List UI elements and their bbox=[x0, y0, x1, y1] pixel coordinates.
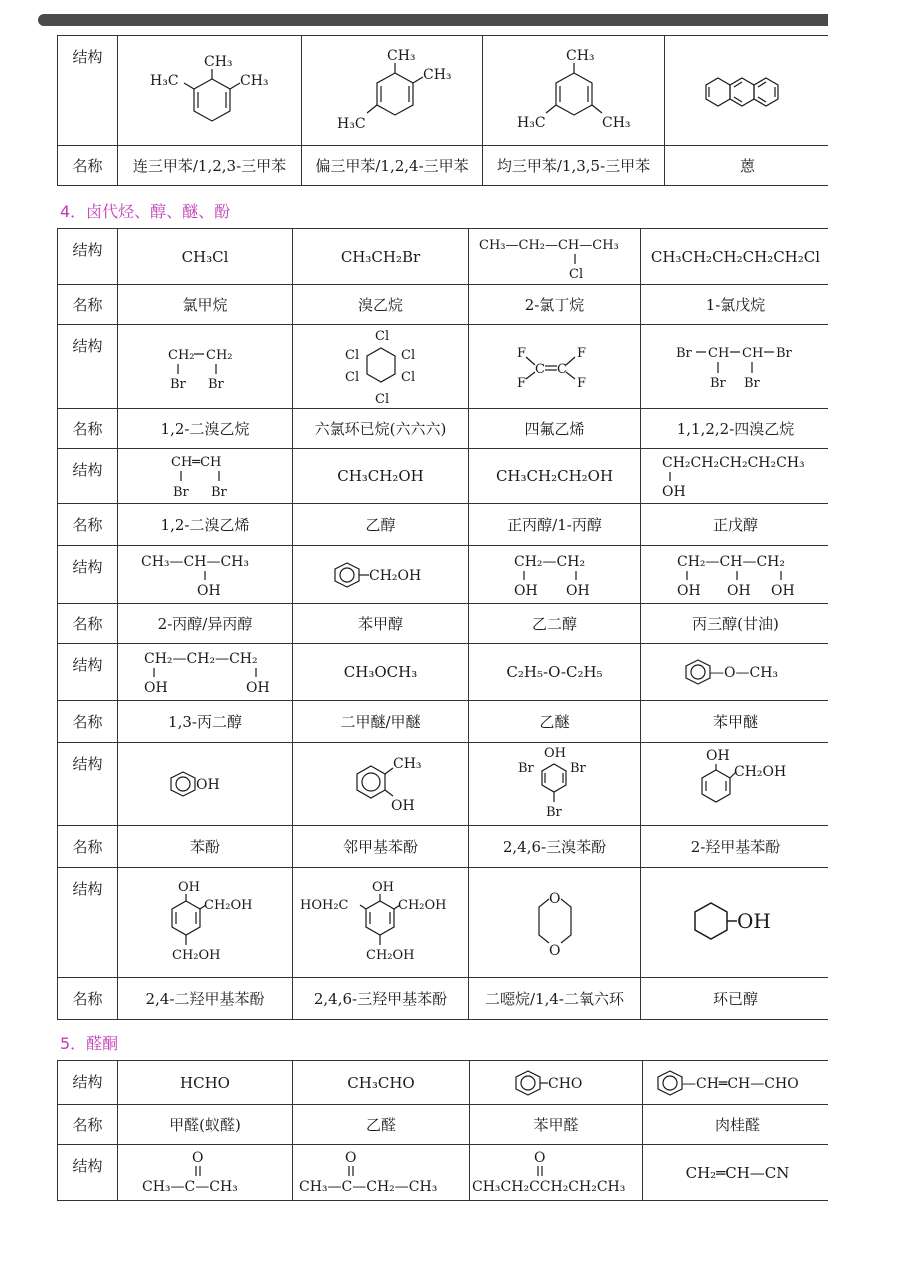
compound-name: 乙二醇 bbox=[469, 604, 641, 644]
svg-text:CH═CH: CH═CH bbox=[171, 455, 222, 470]
compound-structure: C₂H₅-O-C₂H₅ bbox=[469, 644, 641, 701]
compound-name: 乙醛 bbox=[293, 1105, 470, 1145]
halide-alcohol-table bbox=[57, 228, 831, 1020]
svg-text:CH₃—CH—CH₃: CH₃—CH—CH₃ bbox=[141, 553, 249, 570]
name-label: 名称 bbox=[58, 146, 118, 186]
compound-name: 二噁烷/1,4-二氧六环 bbox=[469, 978, 641, 1020]
compound-structure: CH₃CHO bbox=[293, 1061, 470, 1105]
compound-name: 1,1,2,2-四溴乙烷 bbox=[641, 409, 831, 449]
cinnamaldehyde-structure bbox=[643, 1061, 833, 1105]
structure-label: 结构 bbox=[58, 36, 118, 146]
aromatic-table bbox=[57, 35, 831, 186]
structure-label: 结构 bbox=[58, 1145, 118, 1201]
svg-text:Cl: Cl bbox=[400, 347, 415, 363]
compound-name: 连三甲苯/1,2,3-三甲苯 bbox=[118, 146, 302, 186]
aldehyde-ketone-table bbox=[57, 1060, 833, 1201]
svg-text:CH₃: CH₃ bbox=[601, 114, 631, 131]
compound-name: 溴乙烷 bbox=[293, 285, 469, 325]
structure-label: 结构 bbox=[58, 743, 118, 826]
svg-text:CH: CH bbox=[707, 345, 729, 361]
svg-text:OH: OH bbox=[770, 582, 795, 599]
svg-text:Br: Br bbox=[173, 485, 189, 500]
glycerol-structure bbox=[641, 546, 831, 604]
pentanol-structure bbox=[641, 449, 831, 504]
compound-name: 肉桂醛 bbox=[643, 1105, 833, 1145]
svg-text:CH₃: CH₃ bbox=[392, 756, 422, 772]
compound-name: 丙三醇(甘油) bbox=[641, 604, 831, 644]
compound-name: 四氟乙烯 bbox=[469, 409, 641, 449]
compound-name: 乙醚 bbox=[469, 701, 641, 743]
name-label: 名称 bbox=[58, 604, 118, 644]
svg-text:Br: Br bbox=[208, 376, 224, 392]
structure-label: 结构 bbox=[58, 229, 118, 285]
benzyl-alcohol-structure bbox=[293, 546, 469, 604]
compound-structure: CH₃Cl bbox=[118, 229, 293, 285]
compound-name: 2,4,6-三溴苯酚 bbox=[469, 826, 641, 868]
svg-text:HOH₂C: HOH₂C bbox=[299, 897, 348, 913]
hydroxymethylphenol-structure bbox=[641, 743, 831, 826]
name-label: 名称 bbox=[58, 978, 118, 1020]
svg-text:O: O bbox=[534, 1149, 546, 1166]
dioxane-structure bbox=[469, 868, 641, 978]
name-label: 名称 bbox=[58, 826, 118, 868]
svg-text:OH: OH bbox=[178, 879, 200, 895]
svg-text:F: F bbox=[516, 345, 526, 361]
compound-structure: CH₃OCH₃ bbox=[293, 644, 469, 701]
compound-name: 苯甲醚 bbox=[641, 701, 831, 743]
compound-structure: CH₃CH₂OH bbox=[293, 449, 469, 504]
svg-text:CH₃: CH₃ bbox=[387, 47, 416, 64]
svg-text:OH: OH bbox=[661, 484, 686, 500]
compound-name: 偏三甲苯/1,2,4-三甲苯 bbox=[302, 146, 483, 186]
structure-label: 结构 bbox=[58, 325, 118, 409]
compound-name: 二甲醚/甲醚 bbox=[293, 701, 469, 743]
compound-structure: CH₃CH₂CH₂OH bbox=[469, 449, 641, 504]
svg-text:F: F bbox=[576, 345, 586, 361]
name-label: 名称 bbox=[58, 1105, 118, 1145]
svg-text:OH: OH bbox=[196, 777, 220, 793]
svg-text:CHO: CHO bbox=[548, 1075, 583, 1092]
svg-text:CH₂CH₂CH₂CH₂CH₃: CH₂CH₂CH₂CH₂CH₃ bbox=[661, 455, 805, 471]
svg-text:CH₂OH: CH₂OH bbox=[733, 764, 786, 780]
svg-text:Cl: Cl bbox=[568, 266, 583, 282]
tetrafluoroethylene-structure bbox=[469, 325, 641, 409]
mesitylene-structure bbox=[483, 36, 665, 146]
name-label: 名称 bbox=[58, 285, 118, 325]
dihydroxymethylphenol-structure bbox=[118, 868, 293, 978]
structure-label: 结构 bbox=[58, 449, 118, 504]
compound-name: 环已醇 bbox=[641, 978, 831, 1020]
butanone-structure bbox=[293, 1145, 470, 1201]
compound-name: 邻甲基苯酚 bbox=[293, 826, 469, 868]
svg-text:O: O bbox=[548, 890, 560, 907]
svg-text:Cl: Cl bbox=[344, 347, 359, 363]
svg-text:OH: OH bbox=[565, 582, 590, 599]
svg-text:CH₂OH: CH₂OH bbox=[368, 567, 421, 584]
compound-structure: CH₃CH₂Br bbox=[293, 229, 469, 285]
svg-text:C: C bbox=[534, 361, 545, 377]
svg-text:Cl: Cl bbox=[344, 369, 359, 385]
compound-name: 2,4,6-三羟甲基苯酚 bbox=[293, 978, 469, 1020]
svg-text:Cl: Cl bbox=[400, 369, 415, 385]
compound-name: 蒽 bbox=[665, 146, 831, 186]
svg-text:CH₃—C—CH₂—CH₃: CH₃—C—CH₂—CH₃ bbox=[299, 1178, 438, 1195]
dibromoethane-structure bbox=[118, 325, 293, 409]
ethylene-glycol-structure bbox=[469, 546, 641, 604]
compound-name: 2-氯丁烷 bbox=[469, 285, 641, 325]
structure-label: 结构 bbox=[58, 1061, 118, 1105]
svg-text:CH₂OH: CH₂OH bbox=[397, 897, 446, 913]
svg-text:Br: Br bbox=[170, 376, 186, 392]
svg-text:Cl: Cl bbox=[374, 391, 389, 407]
svg-text:OH: OH bbox=[736, 908, 771, 933]
svg-text:CH₃—CH₂—CH—CH₃: CH₃—CH₂—CH—CH₃ bbox=[478, 237, 619, 253]
phenol-structure bbox=[118, 743, 293, 826]
compound-name: 2-丙醇/异丙醇 bbox=[118, 604, 293, 644]
svg-text:OH: OH bbox=[144, 680, 168, 696]
svg-text:OH: OH bbox=[197, 582, 221, 599]
structure-label: 结构 bbox=[58, 546, 118, 604]
compound-name: 2-羟甲基苯酚 bbox=[641, 826, 831, 868]
svg-text:F: F bbox=[516, 375, 526, 391]
svg-text:CH₂—CH₂: CH₂—CH₂ bbox=[513, 553, 585, 570]
anisole-structure bbox=[641, 644, 831, 701]
propanediol-structure bbox=[118, 644, 293, 701]
chlorobutane-structure bbox=[469, 229, 641, 285]
svg-text:H₃C: H₃C bbox=[516, 114, 546, 131]
cyclohexanol-structure bbox=[641, 868, 831, 978]
compound-name: 氯甲烷 bbox=[118, 285, 293, 325]
anthracene-structure bbox=[665, 36, 831, 146]
svg-text:OH: OH bbox=[371, 879, 394, 895]
trihydroxymethylphenol-structure bbox=[293, 868, 469, 978]
svg-text:OH: OH bbox=[676, 582, 701, 599]
name-label: 名称 bbox=[58, 701, 118, 743]
svg-text:CH₃: CH₃ bbox=[239, 72, 269, 89]
compound-structure: HCHO bbox=[118, 1061, 293, 1105]
svg-text:CH₃: CH₃ bbox=[565, 47, 595, 64]
compound-name: 正戊醇 bbox=[641, 504, 831, 546]
compound-name: 苯甲醛 bbox=[470, 1105, 643, 1145]
benzaldehyde-structure bbox=[470, 1061, 643, 1105]
section-5-heading: 5．醛酮 bbox=[60, 1034, 119, 1053]
compound-name: 甲醛(蚁醛) bbox=[118, 1105, 293, 1145]
compound-structure: CH₂═CH—CN bbox=[643, 1145, 833, 1201]
svg-text:Br: Br bbox=[569, 761, 586, 776]
svg-text:OH: OH bbox=[246, 680, 270, 696]
svg-text:CH₂: CH₂ bbox=[168, 347, 195, 363]
svg-text:CH₃CH₂CCH₂CH₂CH₃: CH₃CH₂CCH₂CH₂CH₃ bbox=[472, 1178, 626, 1195]
svg-text:Br: Br bbox=[211, 485, 227, 500]
svg-text:F: F bbox=[576, 375, 586, 391]
svg-text:H₃C: H₃C bbox=[337, 115, 366, 132]
acetone-structure bbox=[118, 1145, 293, 1201]
svg-text:H₃C: H₃C bbox=[149, 72, 179, 89]
isopropanol-structure bbox=[118, 546, 293, 604]
structure-label: 结构 bbox=[58, 868, 118, 978]
svg-text:CH₃: CH₃ bbox=[203, 53, 233, 70]
svg-text:Br: Br bbox=[775, 345, 792, 361]
pseudocumene-structure bbox=[302, 36, 483, 146]
compound-name: 苯甲醇 bbox=[293, 604, 469, 644]
svg-text:OH: OH bbox=[390, 798, 415, 814]
svg-text:Br: Br bbox=[743, 375, 760, 391]
svg-text:CH₃—C—CH₃: CH₃—C—CH₃ bbox=[142, 1178, 238, 1195]
name-label: 名称 bbox=[58, 409, 118, 449]
svg-text:CH₂OH: CH₂OH bbox=[204, 897, 253, 913]
compound-name: 均三甲苯/1,3,5-三甲苯 bbox=[483, 146, 665, 186]
o-cresol-structure bbox=[293, 743, 469, 826]
svg-text:Br: Br bbox=[545, 805, 562, 820]
hexanone-structure bbox=[470, 1145, 643, 1201]
svg-text:Br: Br bbox=[709, 375, 726, 391]
svg-text:—CH═CH—CHO: —CH═CH—CHO bbox=[681, 1075, 799, 1092]
svg-text:OH: OH bbox=[543, 746, 566, 761]
compound-name: 2,4-二羟甲基苯酚 bbox=[118, 978, 293, 1020]
svg-text:O: O bbox=[345, 1149, 357, 1166]
svg-text:C: C bbox=[556, 361, 567, 377]
svg-text:CH₂OH: CH₂OH bbox=[365, 947, 414, 963]
svg-text:CH₂OH: CH₂OH bbox=[172, 947, 221, 963]
compound-name: 六氯环已烷(六六六) bbox=[293, 409, 469, 449]
compound-name: 正丙醇/1-丙醇 bbox=[469, 504, 641, 546]
compound-name: 苯酚 bbox=[118, 826, 293, 868]
svg-text:CH₃: CH₃ bbox=[423, 66, 452, 83]
svg-text:OH: OH bbox=[513, 582, 538, 599]
dibromoethylene-structure bbox=[118, 449, 293, 504]
page-edge-mask bbox=[828, 0, 905, 1280]
name-label: 名称 bbox=[58, 504, 118, 546]
section-4-heading: 4．卤代烃、醇、醚、酚 bbox=[60, 202, 231, 221]
svg-text:O: O bbox=[192, 1149, 204, 1166]
tetrabromoethane-structure bbox=[641, 325, 831, 409]
compound-name: 乙醇 bbox=[293, 504, 469, 546]
svg-text:—O—CH₃: —O—CH₃ bbox=[709, 665, 778, 681]
compound-name: 1-氯戊烷 bbox=[641, 285, 831, 325]
compound-name: 1,2-二溴乙烯 bbox=[118, 504, 293, 546]
svg-text:CH₂—CH₂—CH₂: CH₂—CH₂—CH₂ bbox=[144, 651, 258, 667]
hexachlorocyclohexane-structure bbox=[293, 325, 469, 409]
svg-text:OH: OH bbox=[705, 748, 730, 764]
svg-text:OH: OH bbox=[726, 582, 751, 599]
svg-text:Br: Br bbox=[517, 761, 534, 776]
svg-text:CH₂—CH—CH₂: CH₂—CH—CH₂ bbox=[676, 553, 785, 570]
hemimellitene-structure bbox=[118, 36, 302, 146]
compound-name: 1,2-二溴乙烷 bbox=[118, 409, 293, 449]
tribromophenol-structure bbox=[469, 743, 641, 826]
svg-text:CH₂: CH₂ bbox=[206, 347, 233, 363]
svg-text:CH: CH bbox=[741, 345, 763, 361]
structure-label: 结构 bbox=[58, 644, 118, 701]
svg-text:Cl: Cl bbox=[374, 328, 389, 344]
compound-structure: CH₃CH₂CH₂CH₂CH₂Cl bbox=[641, 229, 831, 285]
svg-text:Br: Br bbox=[675, 345, 692, 361]
top-bar bbox=[38, 14, 830, 26]
compound-name: 1,3-丙二醇 bbox=[118, 701, 293, 743]
svg-text:O: O bbox=[548, 942, 560, 959]
